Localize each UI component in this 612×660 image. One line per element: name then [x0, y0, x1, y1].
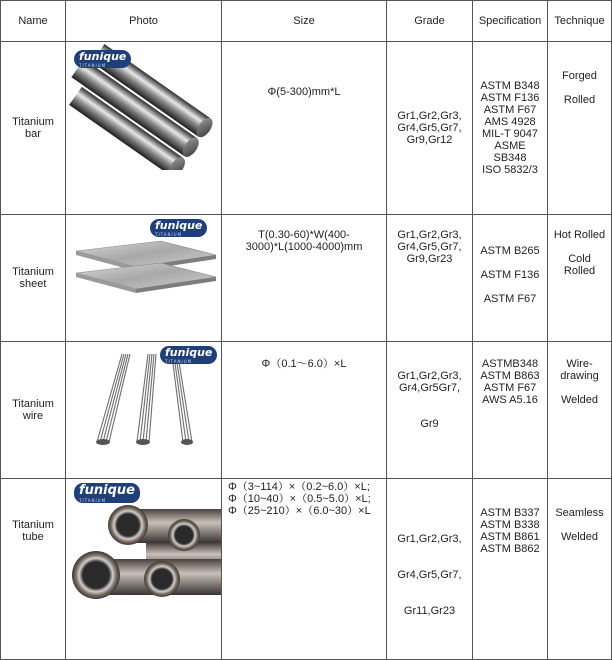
- technique-cell: [548, 42, 612, 215]
- name-line: tube: [22, 531, 44, 543]
- funique-logo: funique TITANIUM: [150, 219, 207, 237]
- header-technique: Technique: [548, 1, 612, 42]
- name-cell: [1, 215, 66, 342]
- size-line: Φ(5-300)mm*L: [267, 86, 341, 98]
- spec-line: ASTM B862: [480, 543, 540, 555]
- spec-line: ASTM F67: [483, 104, 537, 116]
- grade-line: Gr4,Gr5Gr7,: [398, 382, 461, 394]
- name-line: bar: [25, 128, 41, 140]
- photo-cell: [66, 215, 222, 342]
- size-line: Φ（25~210）×（6.0~30）×L: [228, 505, 371, 517]
- funique-logo: funique TITANIUM: [74, 50, 131, 68]
- size-line: T(0.30-60)*W(400-: [258, 229, 350, 241]
- spec-line: AWS A5.16: [482, 394, 538, 406]
- header-specification: Specification: [473, 1, 548, 42]
- header-photo: Photo: [66, 1, 222, 42]
- grade-line: Gr1,Gr2,Gr3,: [397, 110, 462, 122]
- size-cell: [222, 342, 387, 479]
- technique-cell: [548, 215, 612, 342]
- header-name: Name: [1, 1, 66, 42]
- funique-logo: funique TITANIUM: [160, 346, 217, 364]
- size-line: Φ（10~40）×（0.5~5.0）×L;: [228, 493, 371, 505]
- spec-cell: [473, 215, 548, 342]
- spec-line: ASTM B265: [480, 245, 540, 257]
- header-row: [1, 1, 612, 42]
- header-grade: Grade: [387, 1, 473, 42]
- spec-cell: [473, 479, 548, 660]
- size-cell: [222, 42, 387, 215]
- funique-logo: funique TITANIUM: [74, 483, 140, 503]
- technique-line: Rolled: [563, 265, 596, 277]
- name-line: Titanium: [12, 266, 54, 278]
- spec-cell: [473, 342, 548, 479]
- spec-line: ASME: [494, 140, 526, 152]
- grade-cell: [387, 215, 473, 342]
- grade-line: Gr4,Gr5,Gr7,: [397, 122, 462, 134]
- grade-line: Gr9,Gr23: [406, 253, 453, 265]
- name-cell: [1, 479, 66, 660]
- name-cell: [1, 342, 66, 479]
- table-row: [1, 342, 612, 479]
- name-line: sheet: [19, 278, 47, 290]
- technique-line: Forged: [562, 70, 597, 82]
- technique-line: Hot Rolled: [553, 229, 606, 241]
- technique-line: Wire-: [566, 358, 593, 370]
- grade-line: Gr1,Gr2,Gr3,: [397, 370, 462, 382]
- technique-line: Welded: [560, 394, 599, 406]
- size-cell: [222, 215, 387, 342]
- grade-line: Gr9,Gr12: [406, 134, 453, 146]
- spec-cell: [473, 42, 548, 215]
- size-line: 3000)*L(1000-4000)mm: [245, 241, 363, 253]
- size-line: Φ（0.1～6.0）×L: [261, 358, 347, 370]
- grade-line: Gr9: [420, 418, 439, 430]
- titanium-wire-photo: [66, 342, 221, 478]
- technique-line: Rolled: [563, 94, 596, 106]
- spec-line: ASTM B861: [480, 531, 540, 543]
- name-line: Titanium: [12, 519, 54, 531]
- grade-cell: [387, 479, 473, 660]
- technique-line: Cold: [568, 253, 591, 265]
- grade-line: Gr4,Gr5,Gr7,: [397, 569, 462, 581]
- photo-cell: [66, 342, 222, 479]
- technique-line: drawing: [560, 370, 599, 382]
- grade-line: Gr1,Gr2,Gr3,: [397, 533, 462, 545]
- technique-cell: [548, 479, 612, 660]
- header-size: Size: [222, 1, 387, 42]
- size-line: Φ（3~114）×（0.2~6.0）×L;: [228, 481, 370, 493]
- titanium-tube-photo: [66, 479, 221, 659]
- grade-line: Gr4,Gr5,Gr7,: [397, 241, 462, 253]
- technique-line: Welded: [560, 531, 599, 543]
- spec-line: AMS 4928: [484, 116, 536, 128]
- spec-line: MIL-T 9047: [481, 128, 539, 140]
- size-cell: [222, 479, 387, 660]
- photo-cell: [66, 479, 222, 660]
- titanium-sheet-photo: [66, 215, 221, 341]
- table-row: [1, 215, 612, 342]
- spec-line: ASTM F67: [483, 382, 537, 394]
- photo-cell: [66, 42, 222, 215]
- spec-line: ASTM B348: [480, 80, 540, 92]
- table-row: [1, 42, 612, 215]
- spec-line: ASTM F136: [480, 269, 540, 281]
- grade-line: Gr1,Gr2,Gr3,: [397, 229, 462, 241]
- spec-line: ASTM B337: [480, 507, 540, 519]
- grade-cell: [387, 42, 473, 215]
- spec-line: ASTM B338: [480, 519, 540, 531]
- name-cell: [1, 42, 66, 215]
- name-line: Titanium: [12, 398, 54, 410]
- spec-line: ASTM F67: [483, 293, 537, 305]
- grade-line: Gr11,Gr23: [403, 605, 456, 617]
- name-line: wire: [22, 410, 44, 422]
- grade-cell: [387, 342, 473, 479]
- spec-line: SB348: [493, 152, 527, 164]
- titanium-bar-photo: [66, 42, 221, 214]
- spec-line: ASTM F136: [480, 92, 540, 104]
- technique-line: Seamless: [555, 507, 604, 519]
- table-row: [1, 479, 612, 660]
- spec-line: ASTM B863: [480, 370, 540, 382]
- technique-cell: [548, 342, 612, 479]
- name-line: Titanium: [12, 116, 54, 128]
- spec-line: ASTMB348: [481, 358, 539, 370]
- spec-line: ISO 5832/3: [482, 164, 538, 176]
